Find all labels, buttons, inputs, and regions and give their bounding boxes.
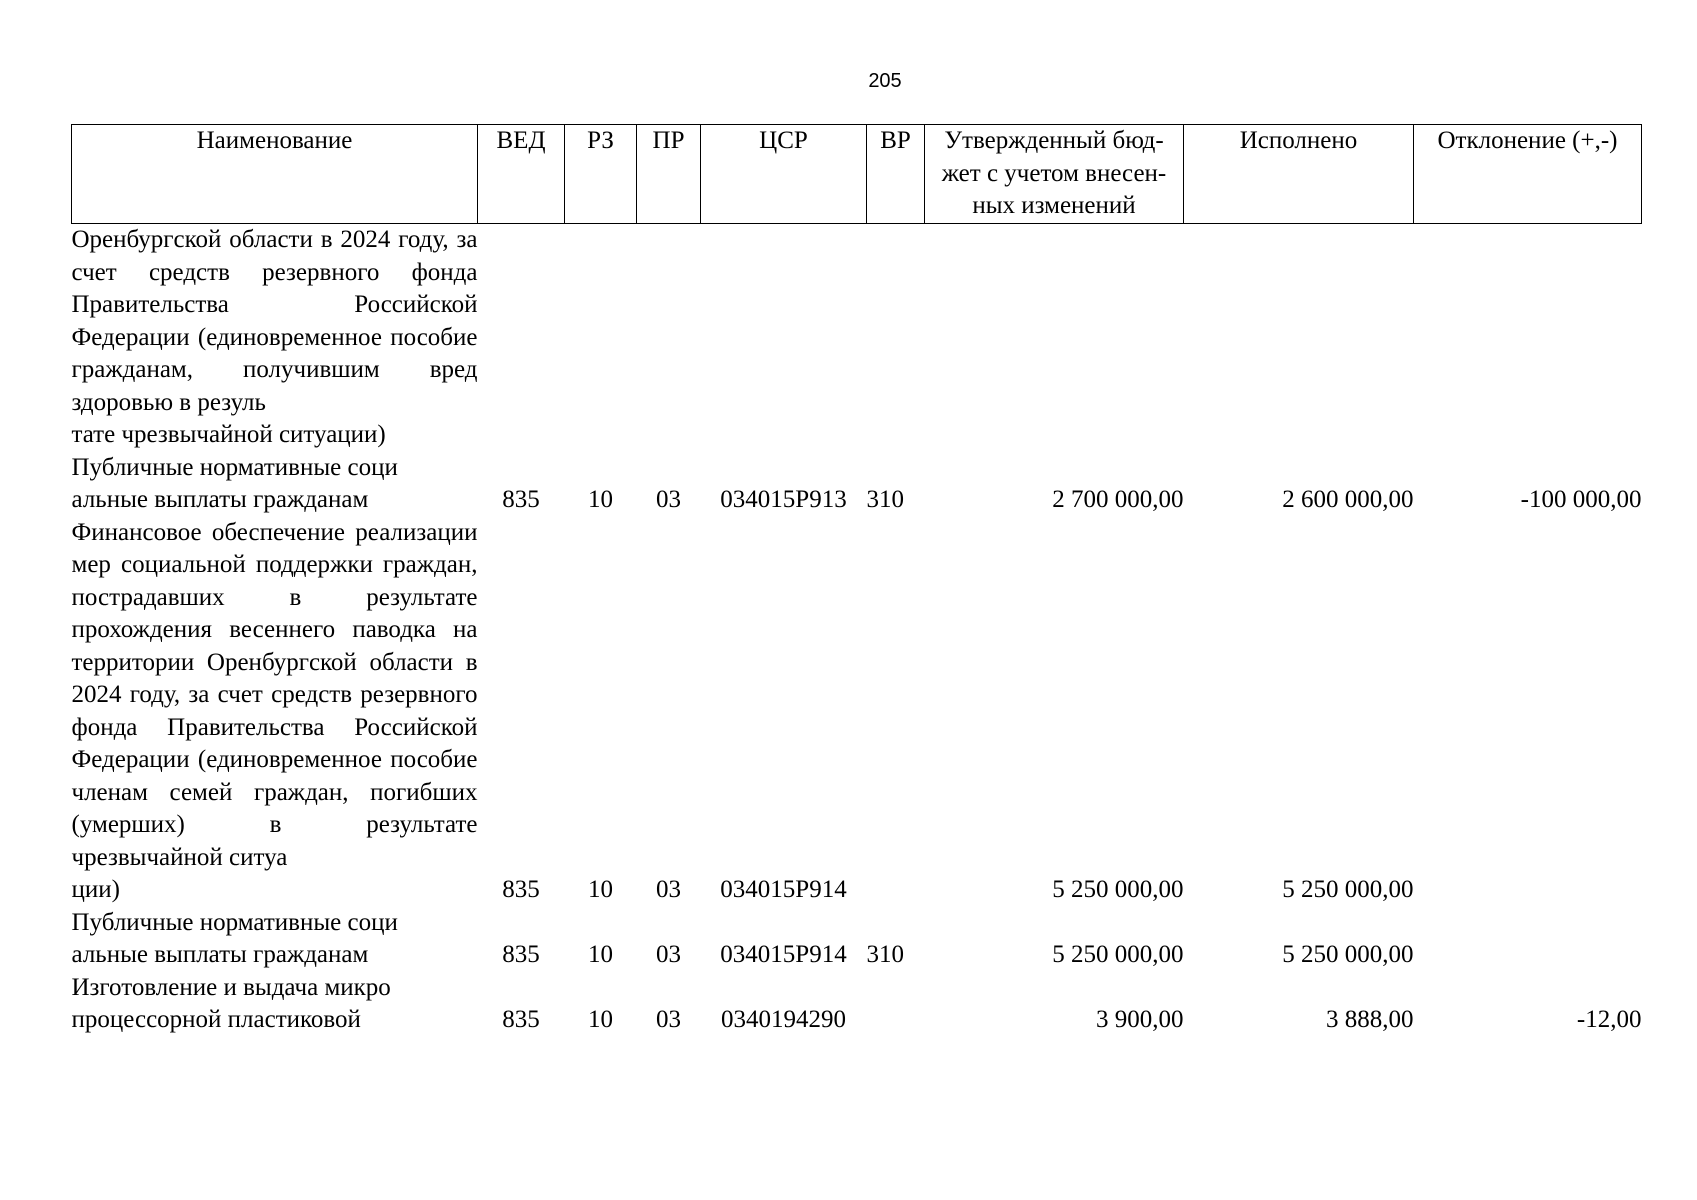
row-executed (1184, 224, 1414, 452)
row-csr: 034015P913 (720, 486, 847, 513)
row-executed: 2 600 000,00 (1282, 486, 1414, 513)
row-csr (701, 224, 867, 452)
row-name-text: Финансовое обеспечение реализации мер социальной поддержки граждан, пострадавших в результате прохождения весеннего паводка на территории Оренбургской области в 2024 году, за счет средств резервного фонда Правительства Российской Федерации (единовременное пособие членам семей граждан, погибших (умерших) в результате чрезвычайной ситуа (71, 518, 478, 871)
header-approved-budget (925, 125, 1184, 224)
table-row (72, 972, 1642, 1037)
row-deviation (1414, 224, 1642, 452)
header-pr: ПР (637, 125, 701, 224)
row-rz: 10 (588, 486, 613, 513)
row-name (72, 907, 478, 972)
header-deviation: Отклонение (+,-) (1414, 125, 1642, 224)
row-approved: 5 250 000,00 (1052, 876, 1184, 903)
row-name-text: Публичные нормативные соци (71, 453, 398, 481)
row-name-text: Публичные нормативные соци (71, 908, 398, 936)
header-csr: ЦСР (701, 125, 867, 224)
row-rz (565, 224, 637, 452)
row-name (72, 972, 478, 1037)
row-name (72, 452, 478, 517)
row-executed: 5 250 000,00 (1282, 876, 1414, 903)
header-rz: РЗ (565, 125, 637, 224)
row-deviation (1414, 517, 1642, 907)
row-vr (867, 972, 925, 1037)
row-name-last-line: альные выплаты гражданам (71, 941, 369, 968)
row-ved (478, 224, 565, 452)
row-ved: 835 (502, 486, 540, 513)
row-name (72, 224, 478, 452)
row-ved: 835 (502, 1006, 540, 1033)
row-csr: 034015P914 (720, 876, 847, 903)
row-rz: 10 (588, 941, 613, 968)
row-ved: 835 (502, 941, 540, 968)
row-name-last-line: альные выплаты гражданам (71, 486, 369, 513)
header-name: Наименование (72, 125, 478, 224)
header-approved-line-3: ных изменений (972, 192, 1136, 219)
row-rz: 10 (588, 1006, 613, 1033)
row-rz: 10 (588, 876, 613, 903)
row-approved: 2 700 000,00 (1052, 486, 1184, 513)
header-vr: ВР (867, 125, 925, 224)
header-approved-line-2: жет с учетом внесен- (941, 159, 1167, 187)
header-executed: Исполнено (1184, 125, 1414, 224)
row-name (72, 517, 478, 907)
row-ved: 835 (502, 876, 540, 903)
table-header-row (72, 125, 1642, 224)
table-row (72, 224, 1642, 452)
row-vr: 310 (866, 941, 904, 968)
row-vr (867, 517, 925, 907)
row-approved (925, 224, 1184, 452)
row-pr (637, 224, 701, 452)
row-deviation (1414, 907, 1642, 972)
row-name-text: Изготовление и выдача микро (71, 973, 391, 1001)
row-pr: 03 (656, 486, 681, 513)
header-approved-line-1: Утвержденный бюд- (944, 127, 1164, 154)
budget-execution-table (71, 124, 1642, 1037)
row-deviation: -100 000,00 (1520, 486, 1642, 513)
row-approved: 3 900,00 (1096, 1006, 1184, 1033)
table-row (72, 907, 1642, 972)
row-name-text: Оренбургской области в 2024 году, за счет средств резервного фонда Правительства Российской Федерации (единовременное пособие гражданам, получившим вред здоровью в резуль (71, 226, 478, 416)
row-deviation: -12,00 (1576, 1006, 1642, 1033)
row-csr: 0340194290 (721, 1006, 846, 1033)
row-vr (867, 224, 925, 452)
page-number: 205 (868, 70, 902, 92)
table-row (72, 517, 1642, 907)
row-approved: 5 250 000,00 (1052, 941, 1184, 968)
row-csr: 034015P914 (720, 941, 847, 968)
row-name-last-line: тате чрезвычайной ситуации) (71, 421, 386, 448)
row-executed: 3 888,00 (1326, 1006, 1414, 1033)
row-pr: 03 (656, 1006, 681, 1033)
row-executed: 5 250 000,00 (1282, 941, 1414, 968)
header-ved: ВЕД (478, 125, 565, 224)
row-name-last-line: ции) (71, 876, 120, 903)
row-name-last-line: процессорной пластиковой (71, 1006, 361, 1033)
row-vr: 310 (866, 486, 904, 513)
row-pr: 03 (656, 876, 681, 903)
row-pr: 03 (656, 941, 681, 968)
table-row (72, 452, 1642, 517)
